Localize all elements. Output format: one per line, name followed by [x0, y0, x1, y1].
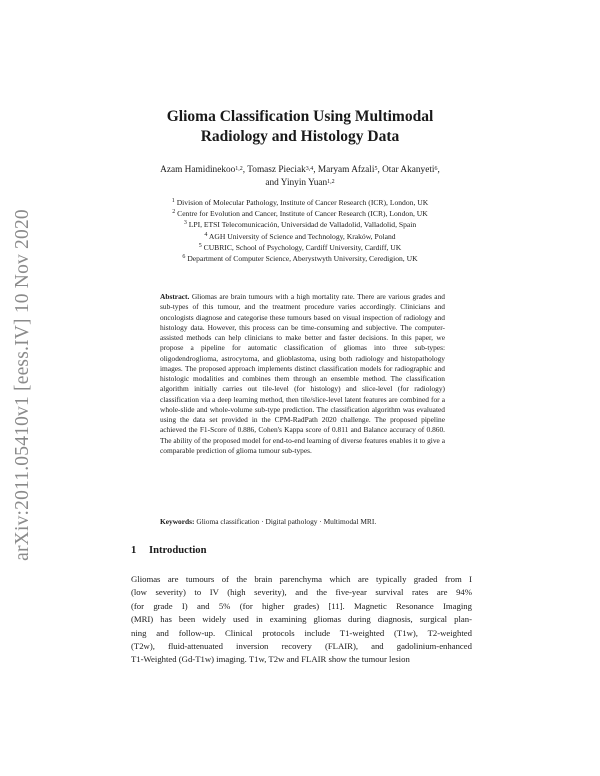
section-number: 1 [131, 545, 137, 556]
author-line-2 [0, 177, 600, 190]
affiliation-text: LPI, ETSI Telecomunicación, Universidad de Valladolid, Valladolid, Spain [188, 220, 417, 230]
affiliation-item [0, 197, 600, 208]
author-affiliation-marker: 1,2 [327, 179, 335, 185]
affiliation-text: Centre for Evolution and Cancer, Institute of Cancer Research (ICR), London, UK [177, 209, 428, 219]
author-line-1: Azam Hamidinekoo$^{1,2}$, Tomasz Pieciak$^{3,4}$, Maryam Afzali$^5$, Otar Akanyeti$^6$, [160, 165, 440, 175]
keywords-heading: Keywords: [160, 517, 195, 526]
paper-title-line-1: Glioma Classification Using Multimodal [166, 108, 434, 125]
paragraph-line: Gliomas are tumours of the brain parenchyma which are typically graded from I [131, 574, 472, 584]
author-name: Otar Akanyeti [382, 165, 435, 175]
arxiv-identifier-text: arXiv:2011.05410v1 [eess.IV] 10 Nov 2020 [12, 209, 34, 561]
affiliation-item [0, 242, 600, 253]
affiliation-text: Department of Computer Science, Aberystwyth University, Ceredigion, UK [187, 254, 418, 264]
paragraph-line: T1-Weighted (Gd-T1w) imaging. T1w, T2w and FLAIR show the tumour lesion [131, 654, 410, 665]
affiliation-marker: 5 [198, 242, 202, 249]
section-heading-introduction [131, 545, 207, 556]
paper-title [0, 107, 600, 147]
affiliation-marker: 2 [172, 209, 176, 216]
paper-title-line-2: Radiology and Histology Data [200, 128, 400, 145]
abstract [160, 292, 445, 456]
author-affiliation-marker: 5 [374, 166, 378, 172]
paragraph-line: ning and follow-up. Clinical protocols include T1-weighted (T1w), T2-weighted [131, 627, 472, 638]
author-name: Yinyin Yuan [280, 178, 328, 188]
paragraph-line: (low severity) to IV (high severity), and the five-year survival rates are 94% [131, 587, 472, 598]
keywords [160, 517, 460, 527]
paragraph-line: (for grade I) and 5% (for higher grades) [11]. Magnetic Resonance Imaging [131, 600, 472, 611]
author-name: Maryam Afzali [317, 165, 375, 175]
affiliation-marker: 6 [182, 254, 186, 261]
section-title: Introduction [149, 545, 207, 556]
paragraph-line: (MRI) has been widely used in examining gliomas during diagnosis, surgical plan- [131, 614, 472, 625]
affiliation-item [0, 208, 600, 219]
affiliation-marker: 4 [204, 231, 208, 238]
author-name: Azam Hamidinekoo [160, 165, 236, 175]
affiliation-item [0, 219, 600, 230]
author-conjunction: and [265, 178, 279, 188]
author-name: Tomasz Pieciak [247, 165, 306, 175]
affiliation-item [0, 231, 600, 242]
affiliation-text: CUBRIC, School of Psychology, Cardiff University, Cardiff, UK [203, 242, 402, 252]
abstract-body: Gliomas are brain tumours with a high mortality rate. There are various grades and sub-types of this tumour, and the treatment procedure varies accordingly. Clinicians and oncologists diagnose and categorise these tumours based on visual inspection of radiology and histology data. However, this process can be time-consuming and subjective. The computer-assisted methods can help clinicians to make better and faster decisions. In this paper, we propose a pipeline for automatic classification of gliomas into three sub-types: oligodendroglioma, astrocytoma, and glioblastoma, using both radiology and histopathology images. The proposed approach implements distinct classification models for radiographic and histologic modalities and combines them through an ensemble method. The classification algorithm initially carries out tile-level (for histology) and slice-level (for radiology) classification via a deep learning method, then tile/slice-level latent features are combined for a whole-slide and whole-volume sub-type prediction. The classification algorithm was evaluated using the data set provided in the CPM-RadPath 2020 challenge. The proposed pipeline achieved the F1-Score of 0.886, Cohen's Kappa score of 0.811 and Balance accuracy of 0.860. The ability of the proposed model for end-to-end learning of diverse features enables it to give a comparable prediction of glioma tumour sub-types. [160, 292, 445, 455]
author-affiliation-marker: 6 [434, 166, 438, 172]
paragraph-line: (T2w), fluid-attenuated inversion recovery (FLAIR), and gadolinium-enhanced [131, 641, 472, 652]
introduction-paragraph [131, 573, 472, 667]
affiliation-text: AGH University of Science and Technology, Kraków, Poland [208, 231, 396, 241]
author-list [0, 164, 600, 190]
author-affiliation-marker: 1,2 [235, 166, 243, 172]
author-affiliation-marker: 3,4 [305, 166, 314, 172]
affiliation-marker: 1 [171, 198, 175, 204]
affiliation-list [0, 197, 600, 264]
keywords-body: Glioma classification · Digital pathology · Multimodal MRI. [196, 517, 377, 526]
affiliation-marker: 3 [183, 220, 187, 227]
abstract-heading: Abstract. [160, 292, 190, 301]
affiliation-item [0, 253, 600, 264]
affiliation-text: Division of Molecular Pathology, Institute of Cancer Research (ICR), London, UK [176, 198, 429, 207]
